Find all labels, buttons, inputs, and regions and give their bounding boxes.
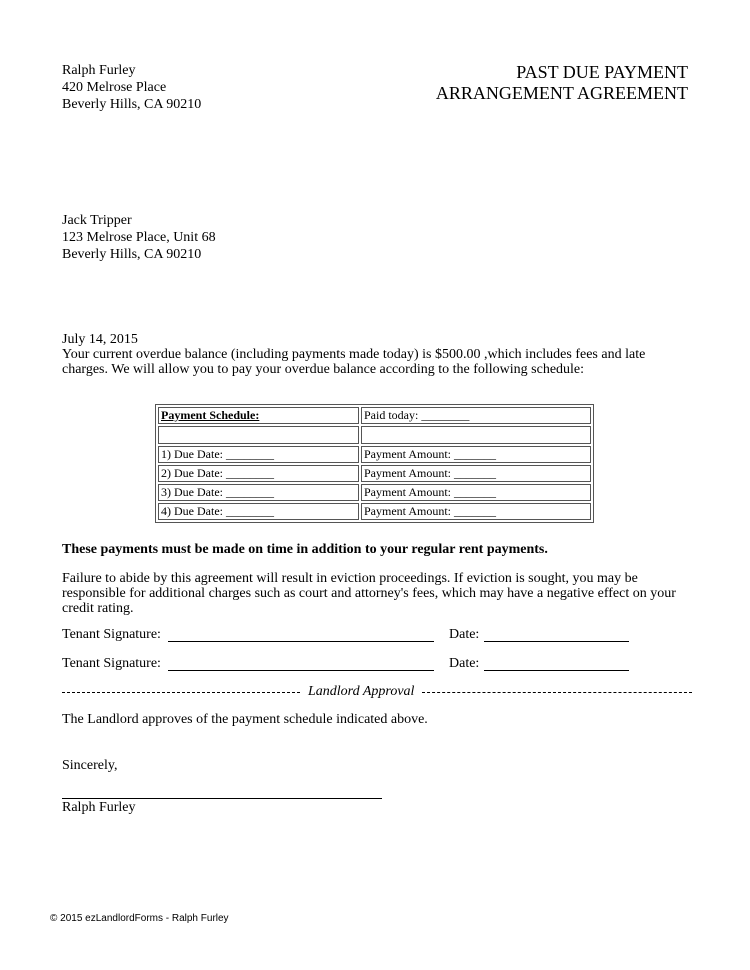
closing-salutation: Sincerely, [62,758,118,773]
schedule-blank-cell-right [361,426,591,444]
payment-amount-field-1[interactable]: Payment Amount: _______ [361,446,591,463]
payment-amount-field-4[interactable]: Payment Amount: _______ [361,503,591,520]
due-date-field-4[interactable]: 4) Due Date: ________ [158,503,359,520]
schedule-row [158,503,591,520]
recipient-name: Jack Tripper [62,213,132,228]
sender-address-line2: Beverly Hills, CA 90210 [62,97,202,112]
sender-name: Ralph Furley [62,63,136,78]
recipient-address-line1: 123 Melrose Place, Unit 68 [62,230,216,245]
schedule-blank-cell-left [158,426,359,444]
schedule-blank-row [158,426,591,444]
payment-amount-field-3[interactable]: Payment Amount: _______ [361,484,591,501]
letter-date: July 14, 2015 [62,332,138,347]
divider-dashes-left [62,692,300,693]
failure-paragraph: Failure to abide by this agreement will result in eviction proceedings. If eviction is sought, you may be responsible for additional charges such as court and attorney's fees, which may have a negative effect on your credit rating. [62,571,676,616]
payment-schedule-table [155,404,594,523]
due-date-field-1[interactable]: 1) Due Date: ________ [158,446,359,463]
recipient-address-block [62,212,216,263]
due-date-field-2[interactable]: 2) Due Date: ________ [158,465,359,482]
date-label-1: Date: [449,627,480,642]
approval-paragraph: The Landlord approves of the payment schedule indicated above. [62,712,428,727]
payment-terms-note: These payments must be made on time in addition to your regular rent payments. [62,542,548,557]
due-date-field-3[interactable]: 3) Due Date: ________ [158,484,359,501]
landlord-name: Ralph Furley [62,800,136,815]
schedule-row [158,446,591,463]
payment-amount-field-2[interactable]: Payment Amount: _______ [361,465,591,482]
sender-address-block [62,62,201,113]
tenant-signature-label-1: Tenant Signature: [62,627,161,642]
date-line-1[interactable] [484,627,629,642]
schedule-header-row [158,407,591,424]
date-line-2[interactable] [484,656,629,671]
schedule-row [158,484,591,501]
document-title [436,62,688,104]
tenant-signature-line-2[interactable] [168,656,434,671]
copyright-footer: © 2015 ezLandlordForms - Ralph Furley [50,913,229,924]
landlord-approval-heading: Landlord Approval [308,684,415,699]
intro-paragraph: Your current overdue balance (including payments made today) is $500.00 ,which includes fees and late charges. We will allow you to pay your overdue balance according to the following schedule: [62,347,646,377]
divider-dashes-right [422,692,692,693]
tenant-signature-label-2: Tenant Signature: [62,656,161,671]
recipient-address-line2: Beverly Hills, CA 90210 [62,247,202,262]
schedule-row [158,465,591,482]
tenant-signature-line-1[interactable] [168,627,434,642]
title-line2: ARRANGEMENT AGREEMENT [435,83,688,103]
schedule-header-label: Payment Schedule: [158,407,359,424]
paid-today-field[interactable]: Paid today: ________ [361,407,591,424]
sender-address-line1: 420 Melrose Place [62,80,167,95]
landlord-signature-line[interactable] [62,784,382,799]
date-label-2: Date: [449,656,480,671]
landlord-approval-divider [62,684,692,700]
title-line1: PAST DUE PAYMENT [516,62,688,82]
